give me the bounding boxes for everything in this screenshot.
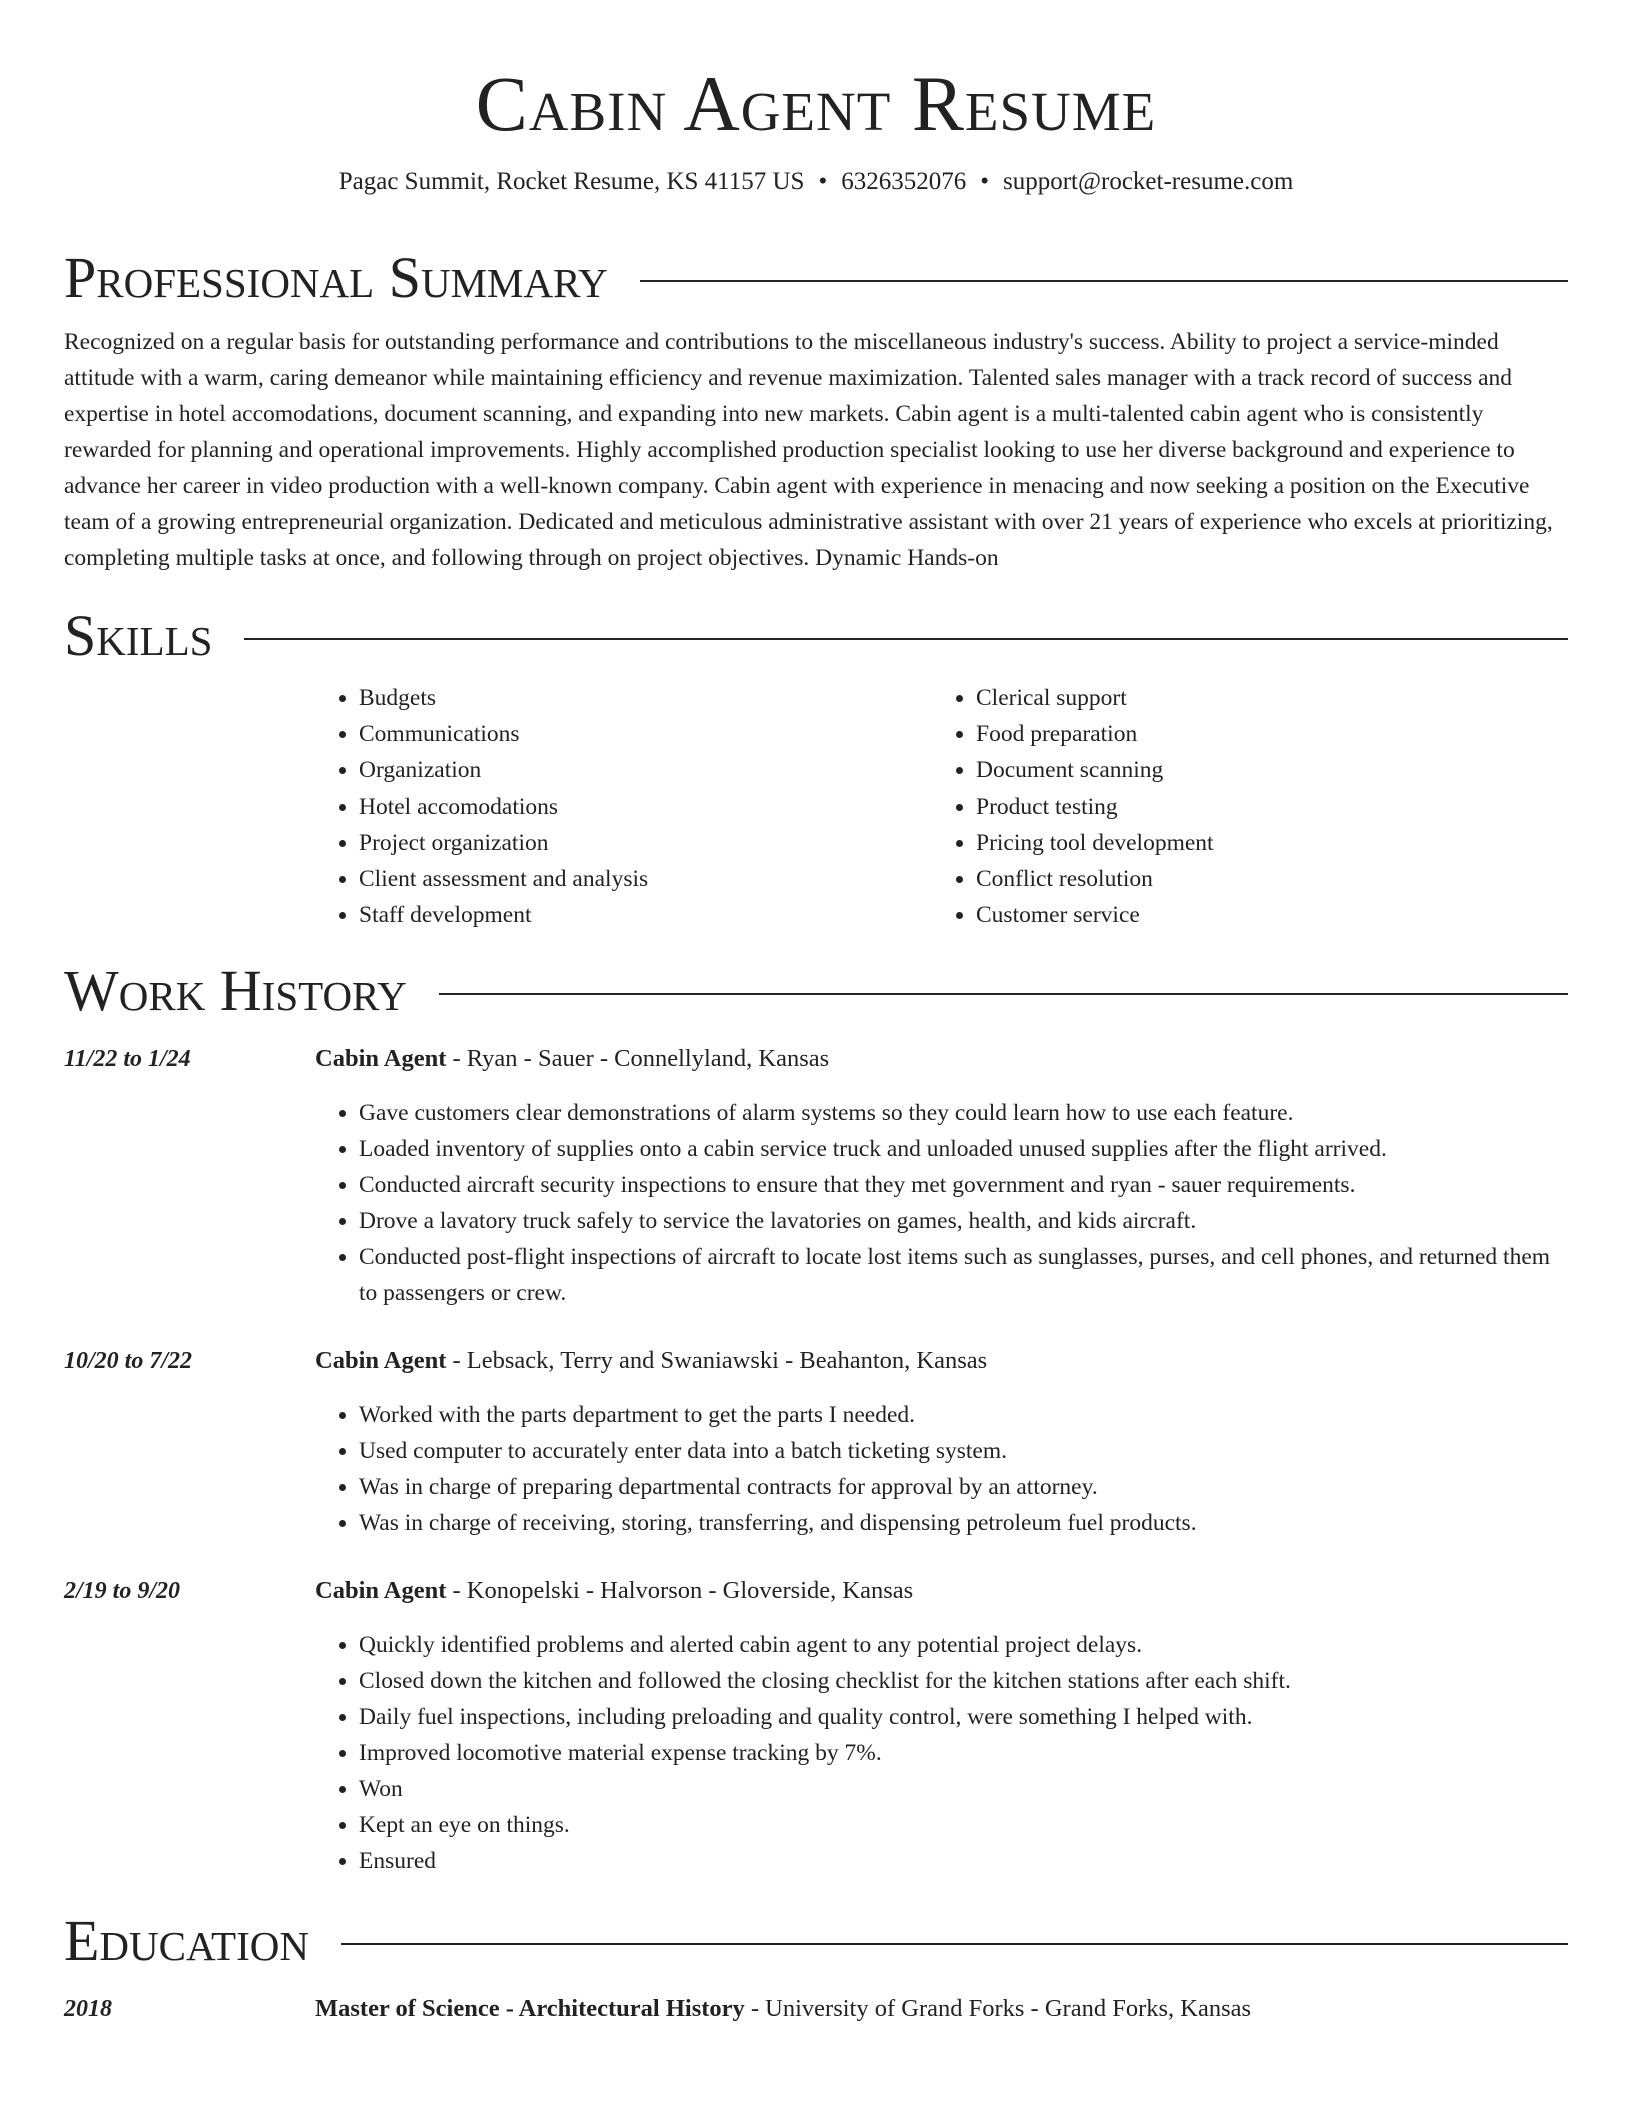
contact-separator: • [980,168,989,195]
job-bullet: • Used computer to accurately enter data into a batch ticketing system. [359,1433,1568,1469]
job-body [315,1041,1568,1311]
education-degree: Master of Science - Architectural History [315,1995,745,2023]
skill-item: • Budgets [359,680,932,716]
job-bullets [315,1627,1568,1879]
job-bullet: • Quickly identified problems and alerted cabin agent to any potential project delays. [359,1627,1568,1663]
section-title-work-history: Work History [64,958,407,1024]
contact-separator: • [818,168,828,195]
skill-item: • Client assessment and analysis [359,861,932,897]
skill-item: • Project organization [359,825,932,861]
job-bullet: • Daily fuel inspections, including preloading and quality control, were something I helped with. [359,1699,1568,1735]
section-title-summary: Professional Summary [64,245,608,310]
skill-item: • Food preparation [976,716,1549,752]
resume-page [64,0,1568,2027]
summary-text: Recognized on a regular basis for outstanding performance and contributions to the miscellaneous industry's success. Ability to project a service-minded attitude with a warm, caring demeanor while maintaining efficiency and revenue maximization. Talented sales manager with a track record of success and expertise in hotel accomodations, document scanning, and expanding into new markets. Cabin agent is a multi-talented cabin agent who is consistently rewarded for planning and operational improvements. Highly accomplished production specialist looking to use her diverse background and experience to advance her career in video production with a well-known company. Cabin agent with experience in menacing and now seeking a position on the Executive team of a growing entrepreneurial organization. Dedicated and meticulous administrative assistant with over 21 years of experience who excels at prioritizing, completing multiple tasks at once, and following through on project objectives. Dynamic Hands-on [64,329,1553,571]
skill-item: • Customer service [976,897,1549,933]
job-employer: - Ryan - Sauer - Connellyland, Kansas [446,1045,830,1073]
job-bullets [315,1397,1568,1541]
job-bullets [315,1095,1568,1311]
section-divider [640,280,1568,282]
job-heading [315,1343,1568,1379]
skill-item: • Hotel accomodations [359,789,932,825]
section-divider [439,993,1568,995]
section-header-education [64,1909,1568,1973]
job-body [315,1573,1568,1879]
education-body [315,1991,1568,2027]
job-bullet: • Drove a lavatory truck safely to service the lavatories on games, health, and kids aircraft. [359,1203,1568,1239]
skill-item: • Document scanning [976,752,1549,788]
skills-column-right [932,680,1549,933]
job-bullet: • Won [359,1771,1568,1807]
skill-item: • Clerical support [976,680,1549,716]
job-bullet: • Ensured [359,1843,1568,1879]
job-employer: - Konopelski - Halvorson - Gloverside, Kansas [446,1577,914,1605]
education-date: 2018 [64,1996,112,2023]
skill-item: • Organization [359,752,932,788]
job-bullet: • Conducted aircraft security inspections to ensure that they met government and ryan - sauer requirements. [359,1167,1568,1203]
job-bullet: • Closed down the kitchen and followed the closing checklist for the kitchen stations after each shift. [359,1663,1568,1699]
contact-phone: 6326352076 [841,168,967,195]
skills-column-left [315,680,932,933]
section-header-work-history [64,959,1568,1023]
skills-list [315,680,1568,933]
section-divider [341,1943,1568,1945]
skill-item: • Pricing tool development [976,825,1549,861]
contact-line [64,166,1568,198]
job-date: 10/20 to 7/22 [64,1348,193,1375]
section-header-skills [64,604,1568,668]
job-bullet: • Kept an eye on things. [359,1807,1568,1843]
skill-item: • Conflict resolution [976,861,1549,897]
section-title-education: Education [64,1908,309,1974]
job-date: 11/22 to 1/24 [64,1046,191,1073]
job-title: Cabin Agent [315,1045,447,1073]
job-title: Cabin Agent [315,1347,447,1375]
job-heading [315,1573,1568,1609]
skill-item: • Staff development [359,897,932,933]
skill-item: • Product testing [976,789,1549,825]
job-entry [64,1041,1568,1311]
section-title-skills: Skills [64,603,213,668]
job-bullet: • Was in charge of receiving, storing, transferring, and dispensing petroleum fuel products. [359,1505,1568,1541]
job-title: Cabin Agent [315,1577,447,1605]
skill-item: • Communications [359,716,932,752]
job-bullet: • Improved locomotive material expense tracking by 7%. [359,1735,1568,1771]
job-bullet: • Loaded inventory of supplies onto a cabin service truck and unloaded unused supplies after the flight arrived. [359,1131,1568,1167]
section-header-summary [64,246,1568,310]
job-bullet: • Conducted post-flight inspections of aircraft to locate lost items such as sunglasses, purses, and cell phones, and returned them to passengers or crew. [359,1239,1568,1311]
job-employer: - Lebsack, Terry and Swaniawski - Beahanton, Kansas [446,1347,988,1375]
job-entry [64,1343,1568,1541]
contact-email: support@rocket-resume.com [1002,168,1294,195]
job-heading [315,1041,1568,1077]
job-bullet: • Worked with the parts department to get the parts I needed. [359,1397,1568,1433]
resume-title: Cabin Agent Resume [475,60,1157,147]
contact-address: Pagac Summit, Rocket Resume, KS 41157 US [338,168,805,195]
education-school: - University of Grand Forks - Grand Forks, Kansas [744,1995,1252,2023]
education-heading [315,1991,1568,2027]
job-body [315,1343,1568,1541]
job-bullet: • Was in charge of preparing departmental contracts for approval by an attorney. [359,1469,1568,1505]
education-entry [64,1991,1568,2027]
job-entry [64,1573,1568,1879]
job-date: 2/19 to 9/20 [64,1578,181,1605]
section-divider [244,638,1568,640]
job-bullet: • Gave customers clear demonstrations of alarm systems so they could learn how to use each feature. [359,1095,1568,1131]
